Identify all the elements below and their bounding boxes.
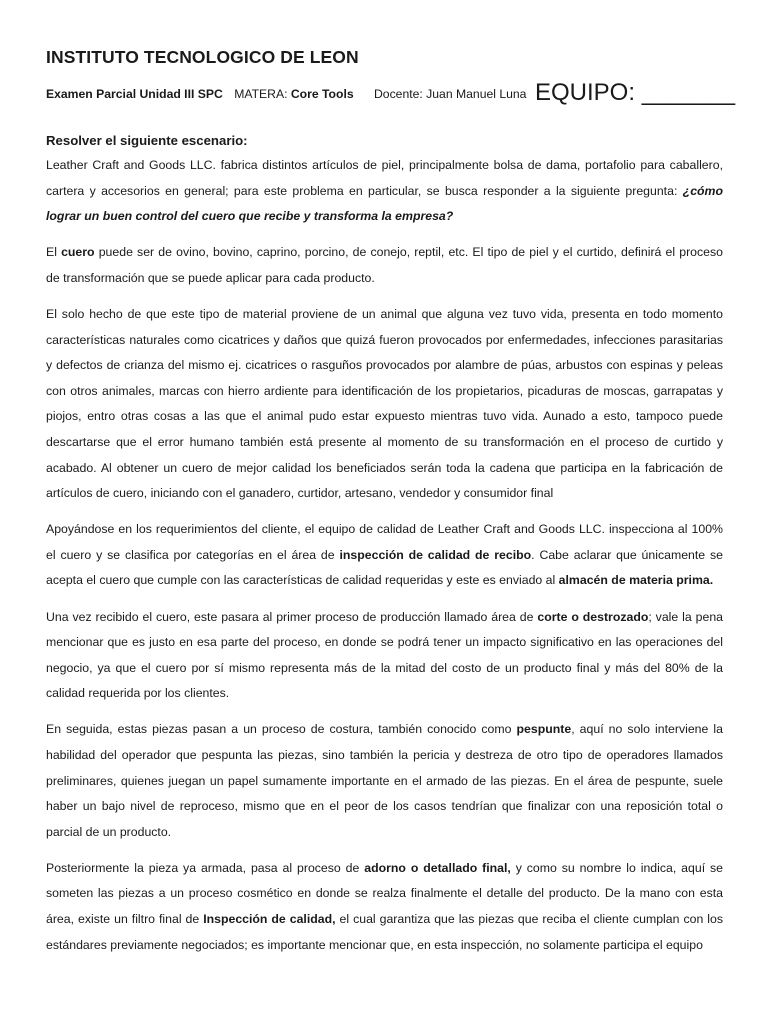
paragraph-2: El cuero puede ser de ovino, bovino, caprino, porcino, de conejo, reptil, etc. El tipo de piel y el curtido, definirá el proceso de transformación que se puede aplicar para cada producto. [46, 245, 723, 285]
materia-value: Core Tools [290, 87, 354, 101]
paragraph-7: Posteriormente la pieza ya armada, pasa al proceso de adorno o detallado final, y como su nombre lo indica, aquí se someten las piezas a un proceso cosmético en donde se realza finalmente el detalle del producto. De la mano con esta área, existe un filtro final de Inspección de calidad, el cual garantiza que las piezas que reciba el cliente cumplan con los estándares previamente negociados; es importante mencionar que, en esta inspección, no solamente participa el equipo [46, 860, 723, 952]
key-question: ¿cómo lograr un buen control del cuero que recibe y transforma la empresa? [46, 183, 723, 224]
document-body [46, 130, 723, 969]
instruction-heading: Resolver el siguiente escenario: [46, 133, 248, 148]
paragraph-1: Leather Craft and Goods LLC. fabrica distintos artículos de piel, principalmente bolsa de dama, portafolio para caballero, cartera y accesorios en general; para este problema en particular, se busca responder a la siguiente pregunta: ¿cómo lograr un buen control del cuero que recibe y transforma la empresa? [46, 158, 723, 224]
equipo-field: EQUIPO: _______ [535, 79, 736, 106]
paragraph-6: En seguida, estas piezas pasan a un proceso de costura, también conocido como pespunte, aquí no solo interviene la habilidad del operador que pespunta las piezas, sino también la pericia y destreza de otro tipo de operadores llamados preliminares, quienes juegan un papel sumamente importante en el armado de las piezas. En el área de pespunte, suele haber un bajo nivel de reproceso, mismo que en el peor de los casos tendrían que finalizar con una reposición total o parcial de un producto. [46, 722, 723, 839]
docente: Docente: Juan Manuel Luna [374, 87, 527, 101]
paragraph-5: Una vez recibido el cuero, este pasara al primer proceso de producción llamado área de corte o destrozado; vale la pena mencionar que es justo en esa parte del proceso, en donde se podrá tener un impacto significativo en las operaciones del negocio, ya que el cuero por sí mismo representa más de la mitad del costo de un producto final y más del 80% de la calidad requerida por los clientes. [46, 609, 723, 701]
exam-header [46, 79, 736, 106]
paragraph-4: Apoyándose en los requerimientos del cliente, el equipo de calidad de Leather Craft and Goods LLC. inspecciona al 100% el cuero y se clasifica por categorías en el área de inspección de calidad de recibo. Cabe aclarar que únicamente se acepta el cuero que cumple con las características de calidad requeridas y este es enviado al almacén de materia prima. [46, 522, 723, 588]
institute-title: INSTITUTO TECNOLOGICO DE LEON [46, 47, 359, 67]
paragraph-3: El solo hecho de que este tipo de material proviene de un animal que alguna vez tuvo vida, presenta en todo momento características naturales como cicatrices y daños que quizá fueron provocados por enfermedades, infecciones parasitarias y defectos de crianza del mismo ej. cicatrices o rasguños provocados por alambre de púas, arbustos con espinas y peleas con otros animales, marcas con hierro ardiente para identificación de los propietarios, picaduras de moscas, garrapatas y piojos, entro otras cosas a las que el animal pudo estar expuesto mientras tuvo vida. Aunado a esto, tampoco puede descartarse que el error humano también está presente al momento de su transformación en el proceso de curtido y acabado. Al obtener un cuero de mejor calidad los beneficiados serán toda la cadena que participa en la fabricación de artículos de cuero, iniciando con el ganadero, curtidor, artesano, vendedor y consumidor final [46, 306, 723, 501]
exam-name: Examen Parcial Unidad III SPC [46, 87, 223, 101]
materia-label: MATERA: [234, 87, 288, 101]
